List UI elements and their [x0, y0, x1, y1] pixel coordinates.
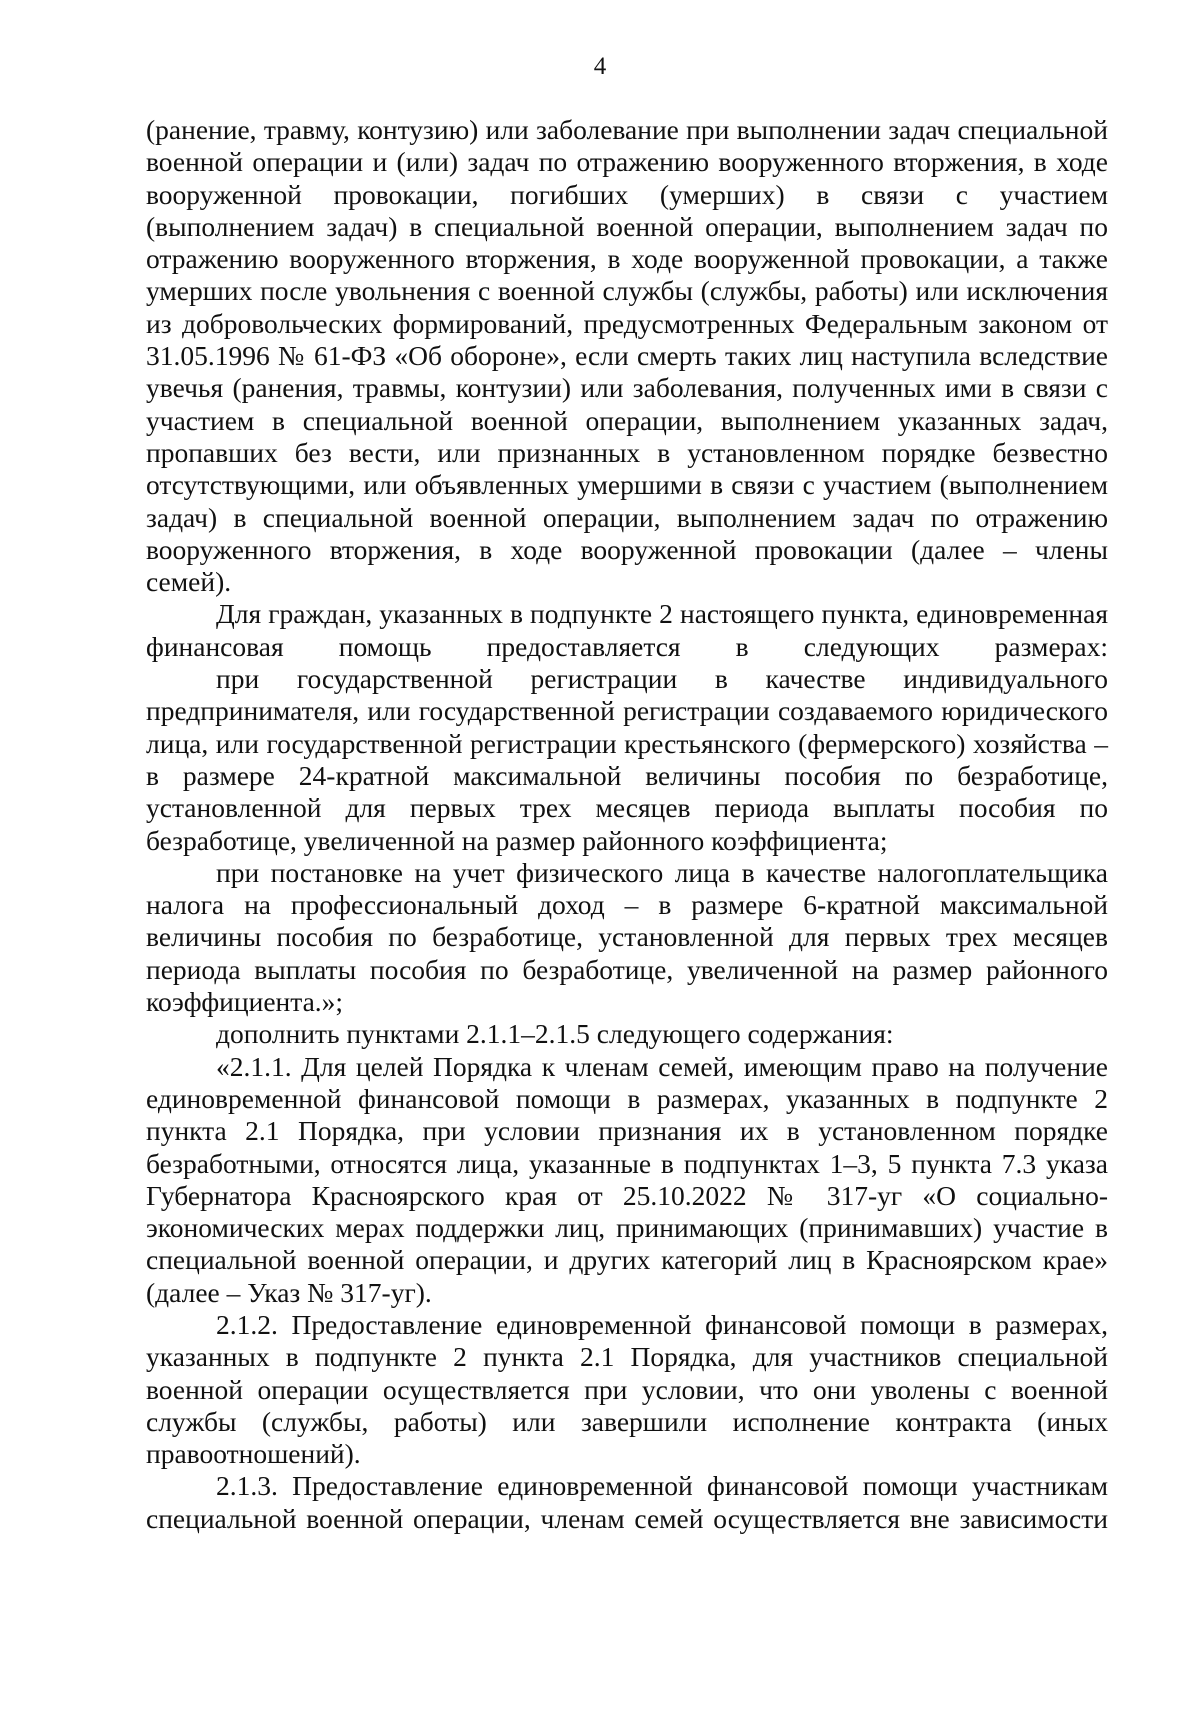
paragraph-tax-registration: при постановке на учет физического лица в качестве налогоплательщика налога на профессиональный доход – в размере 6-кратной максимальной величины пособия по безработице, установленной для первых трех месяцев периода выплаты пособия по безработице, увеличенной на размер районного коэффициента.»;: [146, 856, 1108, 1018]
document-body: [146, 114, 1108, 1535]
paragraph-clause-2-1-3: 2.1.3. Предоставление единовременной финансовой помощи участникам специальной военной операции, членам семей осуществляется вне зависимости: [146, 1470, 1108, 1534]
paragraph-continuation: (ранение, травму, контузию) или заболевание при выполнении задач специальной военной операции и (или) задач по отражению вооруженного вторжения, в ходе вооруженной провокации, погибших (умерших) в связи с участием (выполнением задач) в специальной военной операции, выполнением задач по отражению вооруженного вторжения, в ходе вооруженной провокации, а также умерших после увольнения с военной службы (службы, работы) или исключения из добровольческих формирований, предусмотренных Федеральным законом от 31.05.1996 № 61-ФЗ «Об обороне», если смерть таких лиц наступила вследствие увечья (ранения, травмы, контузии) или заболевания, полученных ими в связи с участием в специальной военной операции, выполнением указанных задач, пропавших без вести, или признанных в установленном порядке безвестно отсутствующими, или объявленных умершими в связи с участием (выполнением задач) в специальной военной операции, выполнением задач по отражению вооруженного вторжения, в ходе вооруженной провокации (далее – члены семей).: [146, 114, 1108, 598]
paragraph-clause-2-1-2: 2.1.2. Предоставление единовременной финансовой помощи в размерах, указанных в подпункте 2 пункта 2.1 Порядка, для участников специальной военной операции осуществляется при условии, что они уволены с военной службы (службы, работы) или завершили исполнение контракта (иных правоотношений).: [146, 1308, 1108, 1470]
page-number: 4: [593, 53, 607, 80]
paragraph-state-registration: при государственной регистрации в качестве индивидуального предпринимателя, или государственной регистрации создаваемого юридического лица, или государственной регистрации крестьянского (фермерского) хозяйства – в размере 24-кратной максимальной величины пособия по безработице, установленной для первых трех месяцев периода выплаты пособия по безработице, увеличенной на размер районного коэффициента;: [146, 663, 1108, 856]
paragraph-clause-2-1-1: «2.1.1. Для целей Порядка к членам семей, имеющим право на получение единовременной финансовой помощи в размерах, указанных в подпункте 2 пункта 2.1 Порядка, при условии признания их в установленном порядке безработными, относятся лица, указанные в подпунктах 1–3, 5 пункта 7.3 указа Губернатора Красноярского края от 25.10.2022 № 317-уг «О социально-экономических мерах поддержки лиц, принимающих (принимавших) участие в специальной военной операции, и других категорий лиц в Красноярском крае» (далее – Указ № 317-уг).: [146, 1050, 1108, 1308]
paragraph-supplement-clauses: дополнить пунктами 2.1.1–2.1.5 следующего содержания:: [216, 1018, 894, 1050]
paragraph-citizens-amounts: Для граждан, указанных в подпункте 2 настоящего пункта, единовременная финансовая помощь предоставляется в следующих размерах:: [146, 598, 1108, 662]
